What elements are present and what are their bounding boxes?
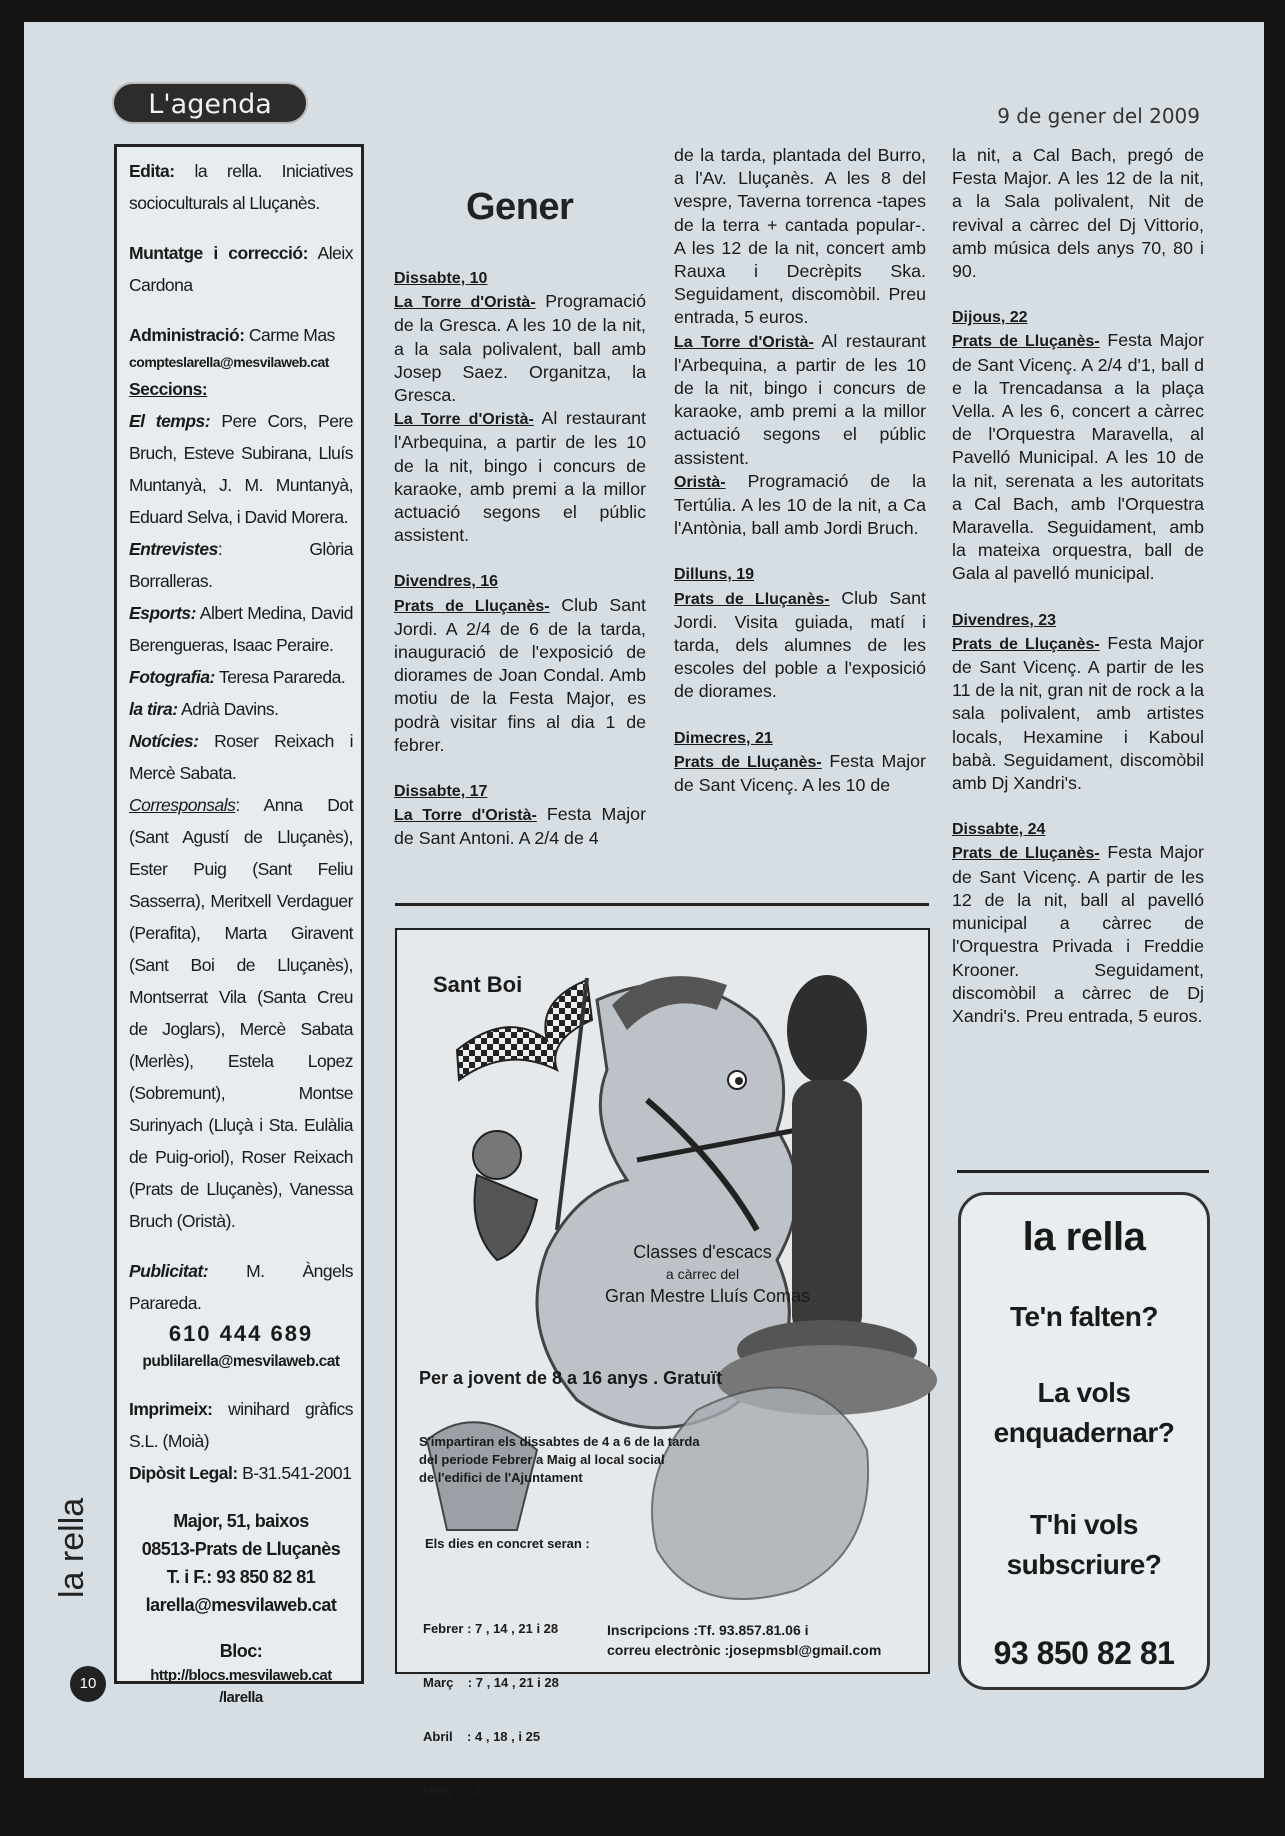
subscription-brand: la rella [1022, 1215, 1146, 1259]
event-text: Al restaurant l'Arbequina, a partir de les 10 de la nit, bingo i concurs de karaoke, amb premi a la millor actuació segons el públic assistent. [674, 330, 926, 468]
subscription-question: enquadernar? [993, 1417, 1175, 1448]
event-date: Dissabte, 24 [952, 821, 1046, 839]
section-title: L'agenda [112, 82, 308, 124]
divider [957, 1170, 1209, 1173]
ad-schedule: de l'edifici de l'Ajuntament [419, 1470, 583, 1485]
event-text: Al restaurant l'Arbequina, a partir de les 10 de la nit, bingo i concurs de karaoke, amb premi a la millor actuació segons el públic assistent. [394, 408, 646, 546]
event-text: Festa Major de Sant Vicenç. A partir de les 12 de la nit, ball al pavelló municipal a càrrec de l'Orquestra Privada i Freddie Krooner. Seguidament, discomòbil a càrrec de Dj Xandri's. Preu entrada, 5 euros. [952, 842, 1204, 1026]
noticies-text: Roser Reixach i Mercè Sabata. [129, 731, 353, 783]
ad-schedule: del periode Febrer a Maig al local social [419, 1452, 665, 1467]
admin-label: Administració: [129, 325, 245, 345]
entrevistes-label: Entrevistes [129, 539, 218, 559]
publicitat-phone: 610 444 689 [168, 1321, 314, 1346]
ad-contact: correu electrònic :josepmsbl@gmail.com [607, 1642, 882, 1658]
fotografia-text: Teresa Parareda. [218, 667, 346, 687]
event-date: Dissabte, 17 [394, 783, 488, 801]
bloc-label: Bloc: [219, 1641, 263, 1661]
subscription-question: Te'n falten? [1010, 1301, 1158, 1332]
diposit-label: Dipòsit Legal: [129, 1463, 238, 1483]
page-number: 10 [70, 1666, 106, 1702]
event-text: Club Sant Jordi. Visita guiada, matí i tarda, dels alumnes de les escoles del poble a l'exposició de diorames. [674, 587, 926, 702]
edita-text: la rella. Iniciatives socioculturals al Lluçanès. [129, 161, 353, 213]
side-brand-label: la rella [53, 1497, 91, 1598]
event-date: Dilluns, 19 [674, 566, 755, 584]
bloc-url: /larella [219, 1689, 263, 1706]
event-place: Prats de Lluçanès- [952, 333, 1100, 351]
imprimeix-label: Imprimeix: [129, 1399, 213, 1419]
entrevistes-text: : Glòria Borralleras. [129, 539, 353, 591]
seccions-label: Seccions: [129, 379, 208, 399]
event-place: Prats de Lluçanès- [674, 753, 822, 771]
event-text: de la tarda, plantada del Burro, a l'Av. Lluçanès. A les 8 del vespre, Taverna torrenca -tapes de la terra + cantada popular-. A les 12 de la nit, concert amb Rauxa i Decrèpits Ska. Seguidament, discomòbil. Preu entrada, 5 euros. [674, 145, 926, 328]
event-place: La Torre d'Oristà- [394, 807, 537, 825]
event-date: Divendres, 23 [952, 611, 1057, 629]
chess-classes-ad [395, 928, 930, 1798]
agenda-column-1 [394, 266, 646, 851]
bloc-url: http://blocs.mesvilaweb.cat [150, 1667, 332, 1684]
ad-headline: Classes d'escacs [633, 1242, 772, 1262]
publicitat-label: Publicitat: [129, 1261, 209, 1281]
subscription-question: La vols [1037, 1377, 1131, 1408]
event-date: Divendres, 16 [394, 573, 499, 591]
event-text: Club Sant Jordi. A 2/4 de 6 de la tarda, inauguració de l'exposició de diorames de Joan Condal. Amb motiu de la Festa Major, es podrà visitar fins al dia 1 de febrer. [394, 594, 646, 755]
edita-label: Edita: [129, 161, 175, 181]
event-place: Prats de Lluçanès- [952, 635, 1100, 653]
agenda-column-3 [952, 144, 1204, 1028]
esports-label: Esports: [129, 603, 196, 623]
agenda-column-2 [674, 144, 926, 797]
ad-schedule: S'impartiran els dissabtes de 4 a 6 de la tarda [419, 1434, 700, 1449]
corresponsals-label: Corresponsals [129, 795, 236, 815]
corresponsals-text: : Anna Dot (Sant Agustí de Lluçanès), Ester Puig (Sant Feliu Sasserra), Meritxell Verdaguer (Perafita), Marta Giravent (Sant Boi de Lluçanès), Montserrat Vila (Santa Creu de Joglars), Mercè Sabata (Merlès), Estela Lopez (Sobremunt), Montse Surinyach (Lluçà i Sta. Eulàlia de Puig-oriol), Roser Reixach (Prats de Lluçanès), Vanessa Bruch (Oristà). [129, 795, 353, 1231]
subscription-question: subscriure? [1006, 1549, 1162, 1580]
publicitat-email: publilarella@mesvilaweb.cat [142, 1353, 340, 1370]
publicitat-text: M. Àngels Parareda. [129, 1261, 353, 1313]
event-place: Prats de Lluçanès- [952, 845, 1100, 863]
diposit-text: B-31.541-2001 [242, 1463, 352, 1483]
event-date: Dijous, 22 [952, 309, 1028, 327]
esports-text: Albert Medina, David Berengueras, Isaac Peraire. [129, 603, 353, 655]
address-line: Major, 51, baixos [173, 1511, 309, 1531]
subscription-phone: 93 850 82 81 [993, 1635, 1175, 1671]
noticies-label: Notícies: [129, 731, 199, 751]
subscription-box [958, 1192, 1210, 1690]
event-text: Festa Major de Sant Vicenç. A 2/4 d'1, ball d e la Trencadansa a la plaça Vella. A les 6, concert a càrrec de l'Orquestra Maravella, al Pavelló Municipal. A les 10 de la nit, serenata a les autoritats a Cal Bach, amb l'Orquestra Maravella. Seguidament, amb la mateixa orquestra, ball de Gala al pavelló municipal. [952, 330, 1204, 584]
ad-dates-list [423, 1584, 559, 1836]
ad-dates-heading: Els dies en concret seran : [425, 1536, 590, 1551]
event-place: La Torre d'Oristà- [674, 333, 814, 351]
event-text: Programació de la Tertúlia. A les 10 de la nit, a Ca l'Antònia, ball amb Jordi Bruch. [674, 470, 926, 539]
event-date: Dimecres, 21 [674, 729, 773, 747]
credits-box [114, 144, 364, 1706]
address-line: T. i F.: 93 850 82 81 [166, 1567, 316, 1587]
event-place: Oristà- [674, 473, 726, 491]
tira-label: la tira: [129, 699, 178, 719]
muntatge-label: Muntatge i correcció: [129, 243, 308, 263]
ad-month-line: Març : 7 , 14 , 21 i 28 [423, 1675, 559, 1690]
address-line: 08513-Prats de Lluçanès [141, 1539, 341, 1559]
admin-text: Carme Mas [248, 325, 335, 345]
ad-contact: Inscripcions :Tf. 93.857.81.06 i [607, 1622, 809, 1638]
event-text: Festa Major de Sant Vicenç. A partir de les 11 de la nit, gran nit de rock a la sala polivalent, amb artistes locals, Hexamine i Kaboul babà. Seguidament, discomòbil amb Dj Xandri's. [952, 632, 1204, 794]
event-place: Prats de Lluçanès- [674, 590, 830, 608]
event-text: Festa Major de Sant Antoni. A 2/4 de 4 [394, 804, 646, 849]
ad-month-line: Abril : 4 , 18 , i 25 [423, 1729, 541, 1744]
event-text: Programació de la Gresca. A les 10 de la nit, a la sala polivalent, ball amb Josep Saez. Organitza, la Gresca. [394, 291, 646, 406]
issue-date: 9 de gener del 2009 [997, 104, 1200, 128]
event-text: Festa Major de Sant Vicenç. A les 10 de [674, 750, 926, 796]
divider [395, 903, 929, 906]
ad-teacher: Gran Mestre Lluís Comas [604, 1286, 811, 1306]
muntatge-text: Aleix Cardona [129, 243, 353, 295]
ad-month-line: Maig : 2 [423, 1783, 483, 1798]
event-place: Prats de Lluçanès- [394, 597, 550, 615]
tira-text: Adrià Davins. [180, 699, 279, 719]
fotografia-label: Fotografia: [129, 667, 215, 687]
temps-text: Pere Cors, Pere Bruch, Esteve Subirana, Lluís Muntanyà, J. M. Muntanyà, Eduard Selva, i David Morera. [129, 411, 353, 527]
ad-audience: Per a jovent de 8 a 16 anys . Gratuït [419, 1368, 723, 1388]
ad-month-line: Febrer : 7 , 14 , 21 i 28 [423, 1621, 559, 1636]
ad-subline: a càrrec del [665, 1266, 740, 1282]
event-text: la nit, a Cal Bach, pregó de Festa Major. A les 12 de la nit, a la Sala polivalent, Nit de revival a càrrec del Dj Vittorio, amb música dels anys 70, 80 i 90. [952, 145, 1204, 282]
admin-email: compteslarella@mesvilaweb.cat [129, 354, 329, 370]
event-place: La Torre d'Oristà- [394, 294, 536, 312]
imprimeix-text: winihard gràfics S.L. (Moià) [129, 1399, 353, 1451]
ad-place: Sant Boi [433, 972, 523, 997]
event-place: La Torre d'Oristà- [394, 411, 534, 429]
event-date: Dissabte, 10 [394, 270, 488, 287]
agenda-month-title: Gener [466, 186, 574, 228]
subscription-question: T'hi vols [1030, 1509, 1138, 1540]
temps-label: El temps: [129, 411, 211, 431]
address-line: larella@mesvilaweb.cat [145, 1595, 337, 1615]
